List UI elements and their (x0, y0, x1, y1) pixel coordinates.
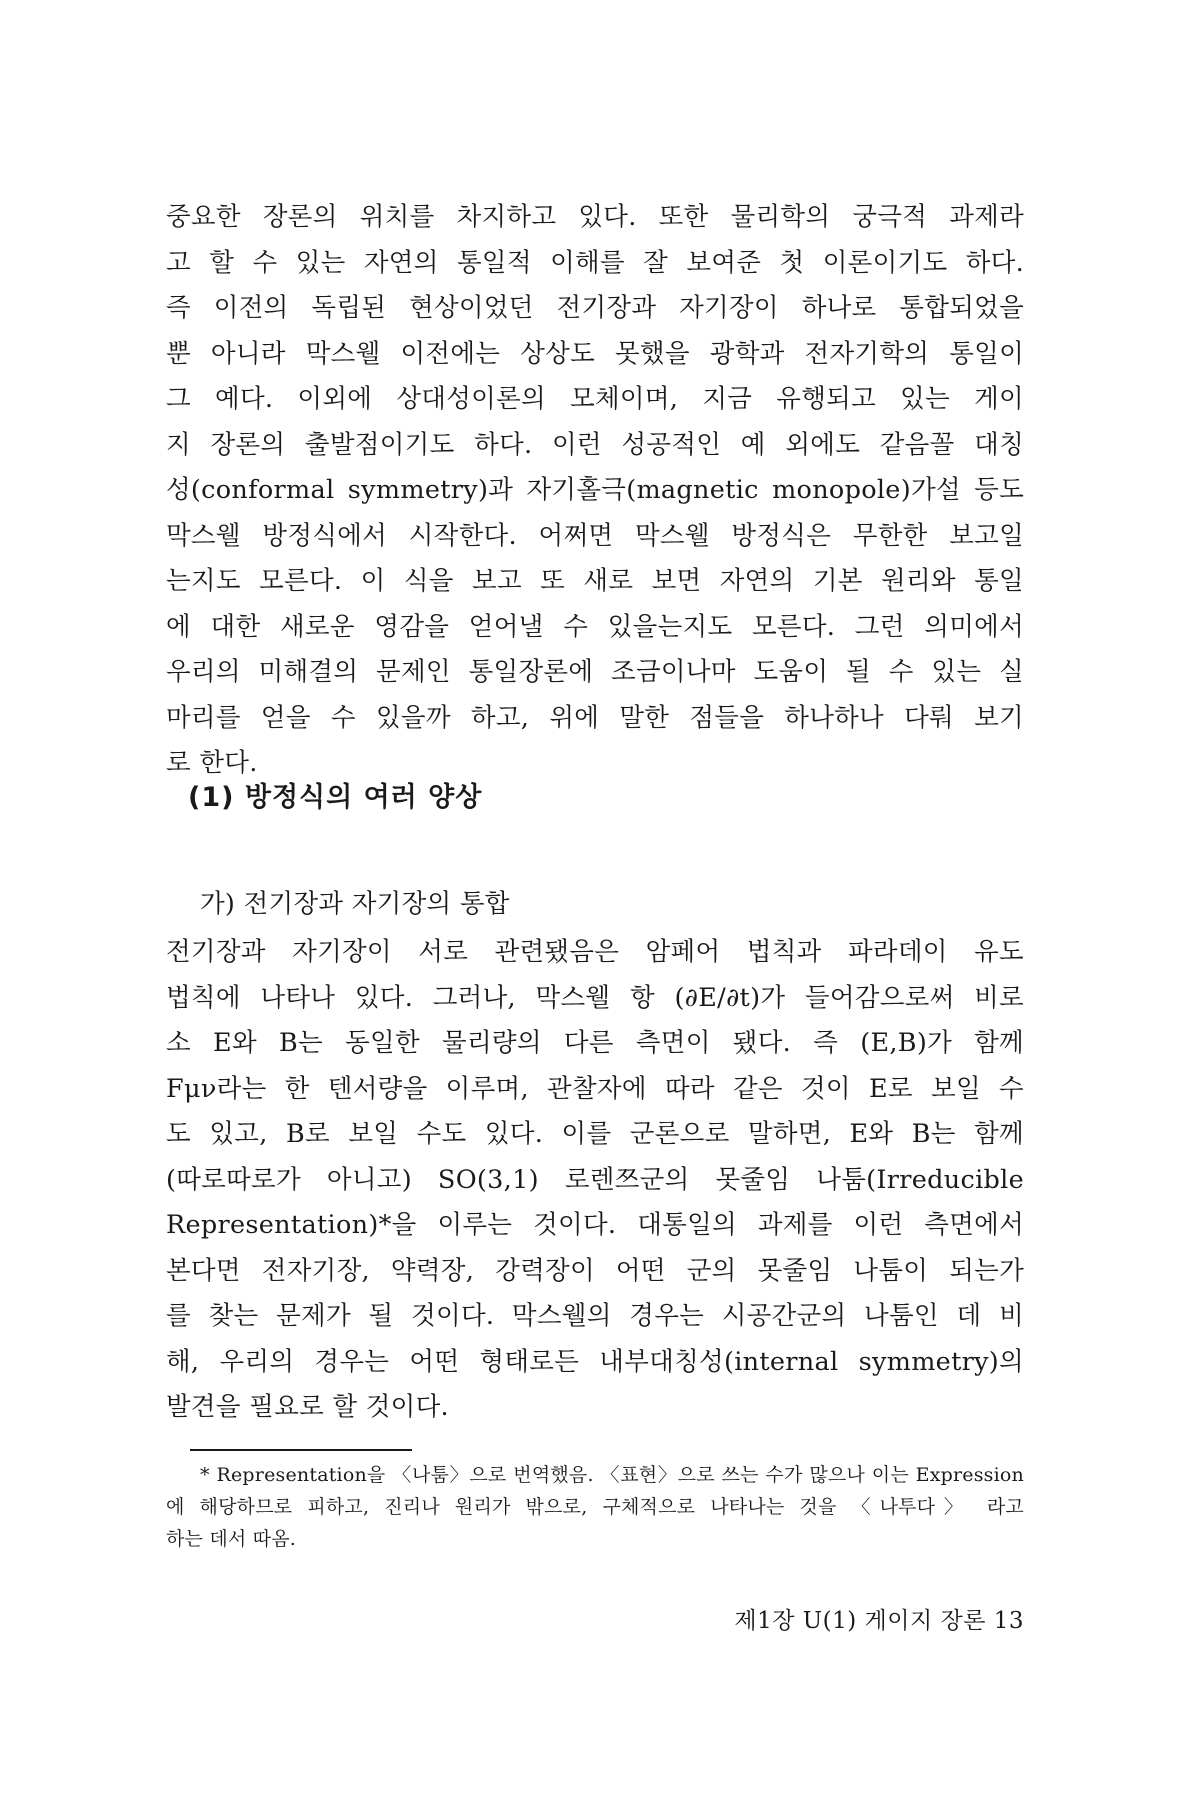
paragraph-line: 중요한 장론의 위치를 차지하고 있다. 또한 물리학의 궁극적 과제라 (166, 202, 1024, 232)
paragraph-line: 고 할 수 있는 자연의 통일적 이해를 잘 보여준 첫 이론이기도 하다. (166, 247, 1024, 278)
section-heading: (1) 방정식의 여러 양상 (188, 782, 483, 813)
footnote-divider (190, 1449, 412, 1451)
footnote (166, 1459, 1024, 1555)
paragraph-line: 마리를 얻을 수 있을까 하고, 위에 말한 점들을 하나하나 다뤄 보기 (166, 702, 1024, 733)
paragraph-line: Fμν라는 한 텐서량을 이루며, 관찰자에 따라 같은 것이 E로 보일 수 (166, 1073, 1024, 1104)
paragraph-line: 발견을 필요로 할 것이다. (166, 1392, 449, 1422)
page-footer: 제1장 U(1) 게이지 장론 13 (734, 1608, 1024, 1634)
paragraph-line: 본다면 전자기장, 약력장, 강력장이 어떤 군의 못줄임 나툼이 되는가 (166, 1255, 1024, 1286)
paragraph-line: 막스웰 방정식에서 시작한다. 어쩌면 막스웰 방정식은 무한한 보고일 (166, 520, 1024, 551)
paragraph-line: 성(conformal symmetry)과 자기홀극(magnetic monopole)가설 등도 (166, 475, 1024, 505)
paragraph-line: 법칙에 나타나 있다. 그러나, 막스웰 항 (∂E/∂t)가 들어감으로써 비로 (166, 982, 1024, 1013)
paragraph-line: 는지도 모른다. 이 식을 보고 또 새로 보면 자연의 기본 원리와 통일 (166, 566, 1024, 596)
paragraph-line: 에 대한 새로운 영감을 얻어낼 수 있을는지도 모른다. 그런 의미에서 (166, 611, 1024, 642)
paragraph-line: (따로따로가 아니고) SO(3,1) 로렌쯔군의 못줄임 나툼(Irreducible (166, 1164, 1024, 1195)
subsection-heading: 가) 전기장과 자기장의 통합 (200, 889, 510, 919)
body-paragraph (166, 930, 1024, 1431)
paragraph-line: 해, 우리의 경우는 어떤 형태로든 내부대칭성(internal symmetry)의 (166, 1346, 1024, 1377)
paragraph-line: 소 E와 B는 동일한 물리량의 다른 측면이 됐다. 즉 (E,B)가 함께 (166, 1028, 1024, 1058)
paragraph-line: 로 한다. (166, 748, 258, 778)
footnote-line: 에 해당하므로 피하고, 진리나 원리가 밖으로, 구체적으로 나타나는 것을 〈나투다〉 라고 (166, 1496, 1024, 1518)
paragraph-line: 지 장론의 출발점이기도 하다. 이런 성공적인 예 외에도 같음꼴 대칭 (166, 429, 1024, 460)
intro-paragraph (166, 195, 1024, 787)
paragraph-line: 도 있고, B로 보일 수도 있다. 이를 군론으로 말하면, E와 B는 함께 (166, 1119, 1024, 1149)
paragraph-line: Representation)*을 이루는 것이다. 대통일의 과제를 이런 측면에서 (166, 1210, 1024, 1240)
paragraph-line: 우리의 미해결의 문제인 통일장론에 조금이나마 도움이 될 수 있는 실 (166, 657, 1024, 687)
footnote-line: * Representation을 〈나툼〉으로 번역했음. 〈표현〉으로 쓰는 수가 많으나 이는 Expression (200, 1464, 1024, 1486)
paragraph-line: 를 찾는 문제가 될 것이다. 막스웰의 경우는 시공간군의 나툼인 데 비 (166, 1301, 1024, 1331)
footnote-line: 하는 데서 따옴. (166, 1528, 297, 1550)
paragraph-line: 그 예다. 이외에 상대성이론의 모체이며, 지금 유행되고 있는 게이 (166, 384, 1024, 414)
paragraph-line: 뿐 아니라 막스웰 이전에는 상상도 못했을 광학과 전자기학의 통일이 (166, 338, 1024, 369)
paragraph-line: 전기장과 자기장이 서로 관련됐음은 암페어 법칙과 파라데이 유도 (166, 937, 1024, 967)
paragraph-line: 즉 이전의 독립된 현상이었던 전기장과 자기장이 하나로 통합되었을 (166, 293, 1024, 323)
